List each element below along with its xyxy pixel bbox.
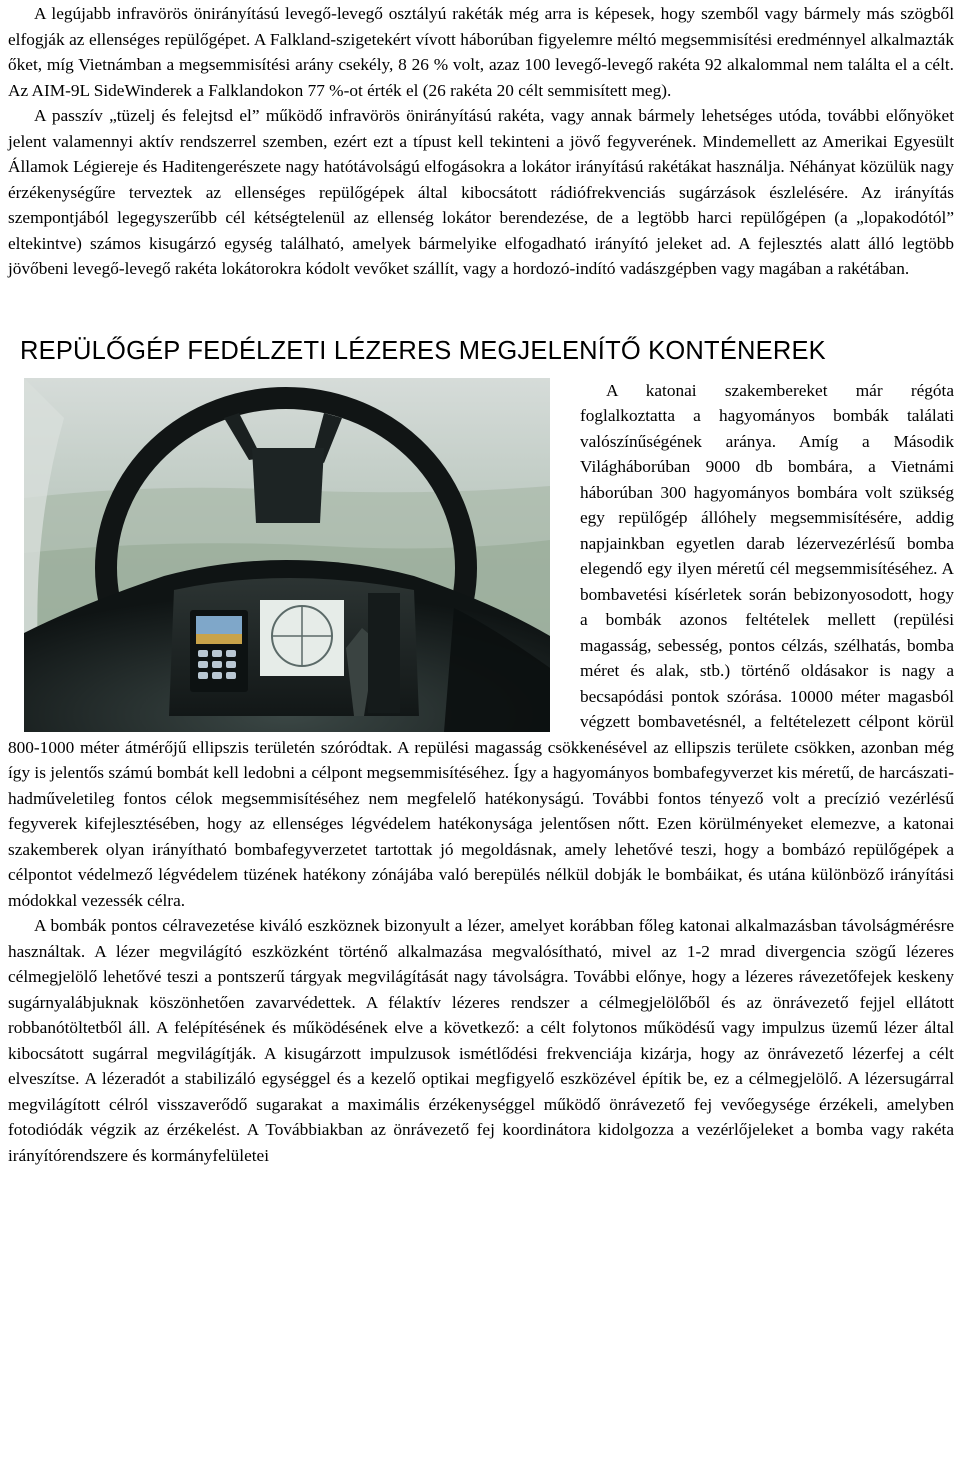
paragraph-passive-missile: A passzív „tüzelj és felejtsd el” működő infravörös önirányítású rakéta, vagy annak bármely lehetséges utóda, további előnyöket jelent valamennyi aktív rendszerrel szemben, ezért ezt a típust kell tekinteni a jövő fegyverének. Mindemellett az Amerikai Egyesült Államok Légiereje és Haditengerészete nagy hatótávolságú elfogásokra a lokátor irányítású rakétákat használja. Néhányat közülük nagy érzékenységűre terveztek az ellenséges repülőgépek által kibocsátott rádiófrekvenciás sugárzások észlelésére. Az irányítás szempontjából legegyszerűbb cél kétségtelenül az ellenség lokátor berendezése, de a legtöbb harci repülőgépen (a „lopakodótól” eltekintve) számos kisugárzó egység található, amelyek bármelyike elfogadható irányító jeleket ad. A fejlesztés alatt álló legtöbb jövőbeni levegő-levegő rakéta lokátorokra kódolt vevőket szállít, vagy a hordozó-indító vadászgépben vagy magában a rakétában. [8,106,954,278]
paragraph-falkland: A legújabb infravörös önirányítású levegő-levegő osztályú rakéták még arra is képesek, hogy szemből vagy bármely más szögből elfogják az ellenséges repülőgépet. A Falkland-szigetekért vívott háborúban figyelemre méltó megsemmisítési eredménnyel alkalmazták őket, míg Vietnámban a megsemmisítési arány csekély, 8 26 % volt, azaz 100 levegő-levegő rakéta 92 alkalommal nem találta el a célt. Az AIM-9L SideWinderek a Falklandokon 77 %-ot érték el (26 rakéta 20 célt semmisített meg). [8,4,954,100]
section-body [8,378,954,1169]
section-heading: REPÜLŐGÉP FEDÉLZETI LÉZERES MEGJELENÍTŐ KONTÉNEREK [20,336,826,365]
paragraph-bomb-accuracy: A katonai szakembereket már régóta foglalkoztatta a hagyományos bombák találati valószínűségének aránya. Amíg a Második Világháborúban 9000 db bombára, a Vietnámi háborúban 300 hagyományos bombára volt szükség egy repülőgép állóhely megsemmisítésére, addig napjainkban egyetlen darab lézervezérlésű bomba elegendő egy ilyen méretű cél megsemmisítéséhez. A bombavetési kísérletek során bebizonyosodott, hogy a bombák azonos feltételek mellett (repülési magasság, sebesség, pontos célzás, szélhatás, bomba méret és alak, stb.) történő oldásakor is nagy a becsapódási pontok szórása. 10000 méter magasból végzett bombavetésnél, a feltételezett célpont körül 800-1000 méter átmérőjű ellipszis területén szóródtak. A repülési magasság csökkenésével az ellipszis területe csökken, azonban még így is jelentős számú bombát kell ledobni a célpont megsemmisítéséhez. Így a hagyományos bombafegyverzet kis méretű, de harcászati-hadműveletileg fontos célok megsemmisítéséhez nem megfelelő hatékonyságú. További fontos tényező volt a precízió vezérlésű fegyverek kifejlesztésében, hogy az ellenséges légvédelem hatékonysága jelentősen nőtt. Ezen körülményeket elemezve, a katonai szakemberek olyan irányítható bombafegyverzetet tartottak jó megoldásnak, amely lehetővé teszi, hogy a bombázó repülőgépek a célpontot védelmező légvédelem tüzének hatékony zónájába való berepülés nélkül dobják le bombáikat, és utána különböző irányítási módokkal vezessék célra. [8,380,954,910]
paragraph-laser-guidance: A bombák pontos célravezetése kiváló eszköznek bizonyult a lézer, amelyet korábban főleg katonai alkalmazásban távolságmérésre használtak. A lézer megvilágító eszközként történő alkalmazása megvalósítható, mivel az 1-2 mrad divergencia szögű lézeres célmegjelölő lehetővé teszi a pontszerű tárgyak megvilágítását nagy távolságra. További előnye, hogy a lézeres rávezetőfejek keskeny sugárnyalábjuknak köszönhetően zavarvédettek. A félaktív lézeres rendszer a célmegjelölőből és az önrávezető fejjel ellátott robbanótöltetből áll. A felépítésének és működésének elve a következő: a célt folytonos működésű vagy impulzus üzemű lézer által kibocsátott sugárral megvilágítják. A kisugárzott impulzusok ismétlődési frekvenciája kizárja, hogy az önrávezető lézerfej a célt elveszítse. A lézeradót a stabilizáló egységgel és a kezelő optikai megfigyelő eszközével építik be, ez a célmegjelölő. A lézersugárral megvilágított célról visszaverődő sugarakat a maximális érzékenységgel működő önrávezető fej vevőegysége érzékeli, amelyben fotodiódák végzik az érzékelést. A Továbbiakban az önrávezető fej koordinátora kidolgozza a vezérlőjeleket a bomba vagy rakéta irányítórendszere és kormányfelületei [8,916,954,1165]
cockpit-simulator-photo [24,378,550,732]
